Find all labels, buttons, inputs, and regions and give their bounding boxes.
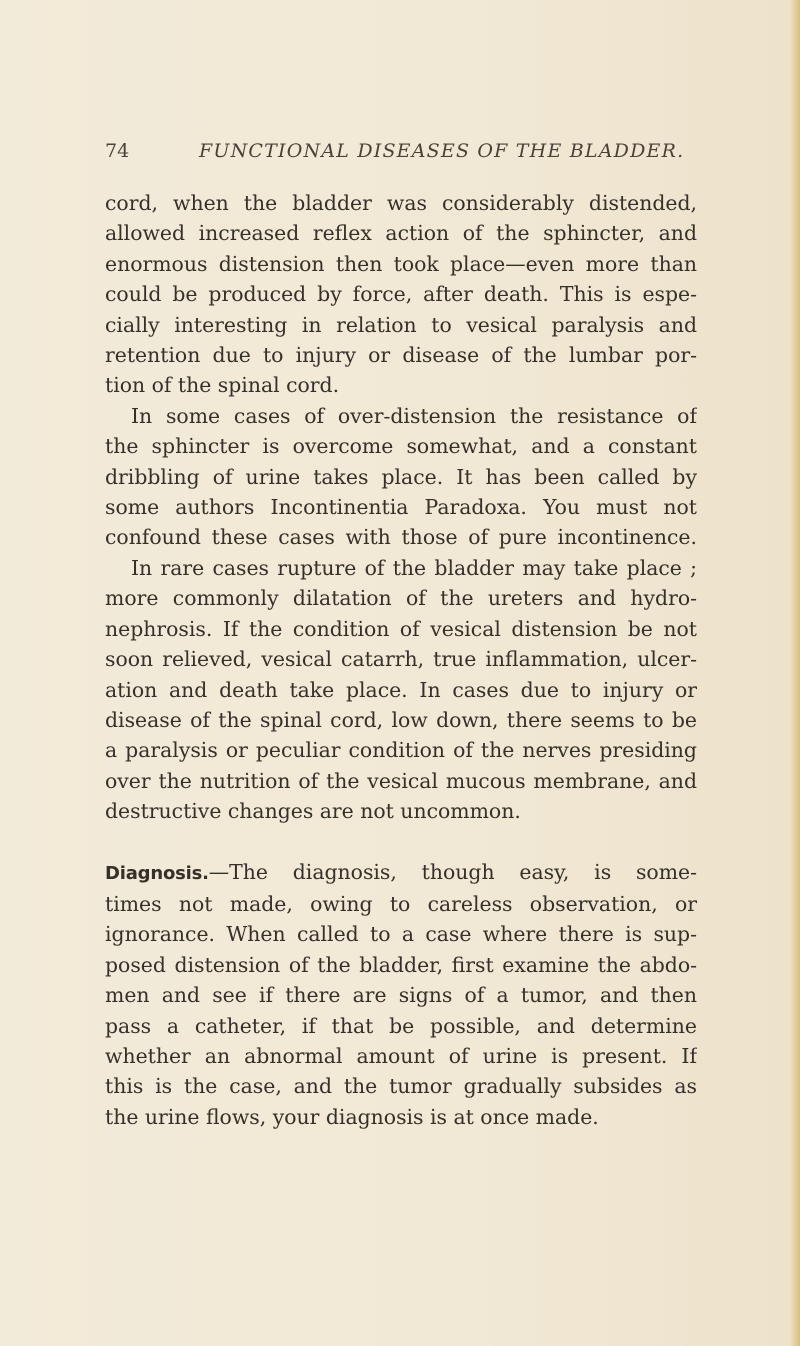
diagnosis-heading: Diagnosis. [105,862,209,884]
body-text [105,188,697,1132]
text-line: enormous distension then took place—even more than [105,251,697,276]
text-line: retention due to injury or disease of the lumbar por- [105,343,697,368]
running-title: FUNCTIONAL DISEASES OF THE BLADDER. [199,140,685,162]
text-line: posed distension of the bladder, first examine the abdo- [105,952,697,977]
text-line: destructive changes are not uncommon. [105,799,521,824]
text-line: In rare cases rupture of the bladder may take place ; [131,555,697,580]
page-number: 74 [105,140,130,162]
text-line: times not made, owing to careless observation, or [105,891,697,916]
text-line: confound these cases with those of pure incontinence. [105,525,697,550]
text-line: dribbling of urine takes place. It has been called by [105,464,697,489]
text-line: tion of the spinal cord. [105,373,340,398]
paragraph-1 [105,188,697,401]
text-line: could be produced by force, after death. This is espe- [105,282,697,307]
text-line: pass a catheter, if that be possible, and determine [105,1013,697,1038]
text-line: In some cases of over-distension the resistance of [131,403,697,428]
text-line: cially interesting in relation to vesical paralysis and [105,312,697,337]
text-line: soon relieved, vesical catarrh, true inflammation, ulcer- [105,647,697,672]
text-line: this is the case, and the tumor gradually subsides as [105,1074,697,1099]
text-line: the sphincter is overcome somewhat, and a constant [105,434,697,459]
text-line: a paralysis or peculiar condition of the nerves presiding [105,738,697,763]
paragraph-gap [105,827,697,857]
text-line: more commonly dilatation of the ureters and hydro- [105,586,697,611]
text-line: disease of the spinal cord, low down, there seems to be [105,707,697,732]
text-line: ation and death take place. In cases due to injury or [105,677,697,702]
text-line: the urine flows, your diagnosis is at once made. [105,1104,599,1129]
text-line: whether an abnormal amount of urine is present. If [105,1043,697,1068]
diagnosis-first-line [105,857,697,889]
text-line: over the nutrition of the vesical mucous membrane, and [105,768,697,793]
text-line: nephrosis. If the condition of vesical distension be not [105,616,697,641]
paragraph-2 [105,401,697,553]
text-line: cord, when the bladder was considerably distended, [105,191,697,215]
text-fragment: —The diagnosis, though easy, is some- [208,859,697,884]
text-line: men and see if there are signs of a tumor, and then [105,983,697,1008]
text-line: ignorance. When called to a case where there is sup- [105,922,697,947]
text-line: allowed increased reflex action of the sphincter, and [105,221,697,246]
running-head [105,136,697,166]
paragraph-3 [105,553,697,827]
page-edge [790,0,800,1346]
diagnosis-section [105,857,697,1133]
text-line: some authors Incontinentia Paradoxa. You must not [105,495,697,520]
